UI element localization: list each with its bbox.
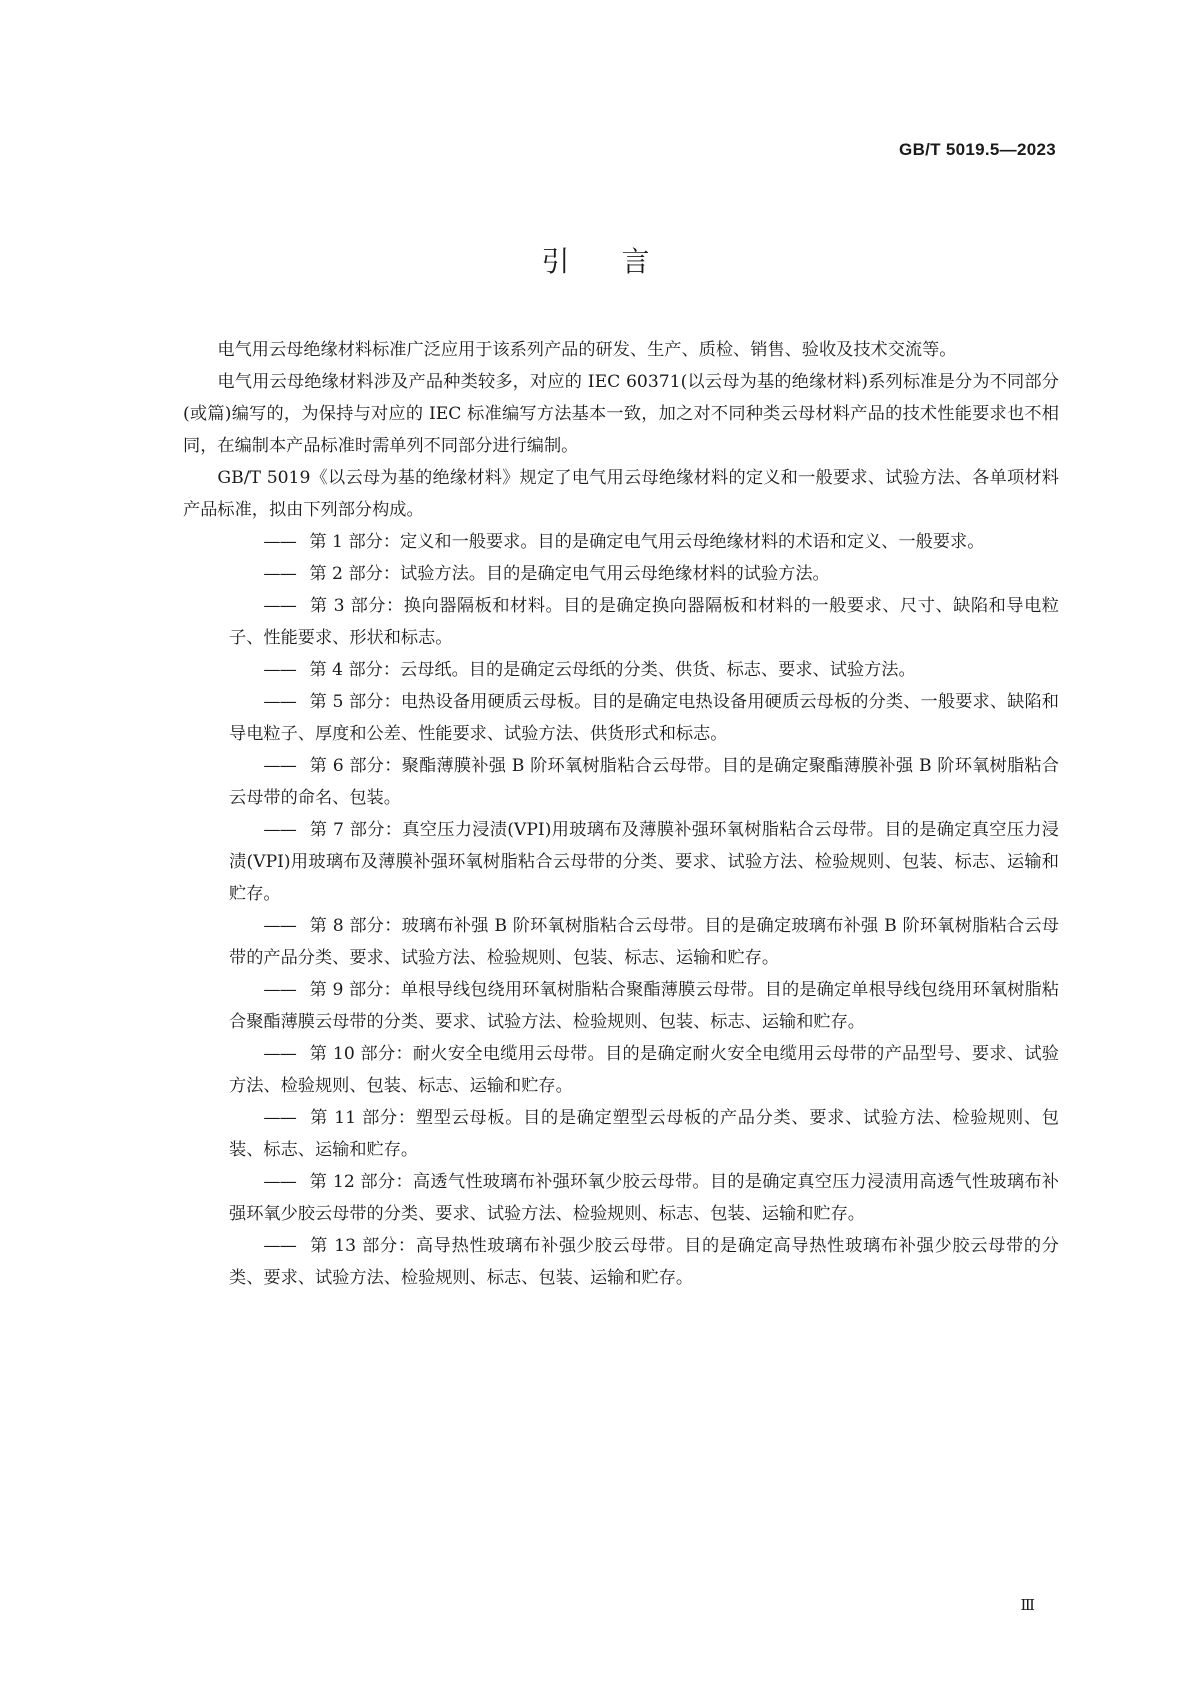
list-dash: —— <box>263 692 296 712</box>
list-item <box>183 654 1059 686</box>
list-item <box>183 1038 1059 1102</box>
list-item-text: 第 12 部分：高透气性玻璃布补强环氧少胶云母带。目的是确定真空压力浸渍用高透气性玻璃布补强环氧少胶云母带的分类、要求、试验方法、检验规则、标志、包装、运输和贮存。 <box>229 1172 1059 1224</box>
list-item-text: 第 1 部分：定义和一般要求。目的是确定电气用云母绝缘材料的术语和定义、一般要求。 <box>309 532 985 552</box>
list-item-text: 第 4 部分：云母纸。目的是确定云母纸的分类、供货、标志、要求、试验方法。 <box>309 660 916 680</box>
list-item <box>183 1102 1059 1166</box>
list-item <box>183 558 1059 590</box>
list-item-text: 第 9 部分：单根导线包绕用环氧树脂粘合聚酯薄膜云母带。目的是确定单根导线包绕用环氧树脂粘合聚酯薄膜云母带的分类、要求、试验方法、检验规则、包装、标志、运输和贮存。 <box>229 980 1059 1032</box>
list-item <box>183 526 1059 558</box>
list-item <box>183 750 1059 814</box>
list-item <box>183 974 1059 1038</box>
list-item-text: 第 6 部分：聚酯薄膜补强 B 阶环氧树脂粘合云母带。目的是确定聚酯薄膜补强 B 阶环氧树脂粘合云母带的命名、包装。 <box>229 756 1059 808</box>
document-body <box>183 334 1059 1294</box>
list-dash: —— <box>263 596 296 616</box>
page-number: Ⅲ <box>1020 1596 1035 1614</box>
list-dash: —— <box>263 820 296 840</box>
list-dash: —— <box>263 916 296 936</box>
list-dash: —— <box>263 660 296 680</box>
list-item-text: 第 11 部分：塑型云母板。目的是确定塑型云母板的产品分类、要求、试验方法、检验规则、包装、标志、运输和贮存。 <box>229 1108 1059 1160</box>
list-dash: —— <box>263 1044 296 1064</box>
list-item-text: 第 7 部分：真空压力浸渍(VPI)用玻璃布及薄膜补强环氧树脂粘合云母带。目的是确定真空压力浸渍(VPI)用玻璃布及薄膜补强环氧树脂粘合云母带的分类、要求、试验方法、检验规则、包装、标志、运输和贮存。 <box>229 820 1059 904</box>
list-item-text: 第 5 部分：电热设备用硬质云母板。目的是确定电热设备用硬质云母板的分类、一般要求、缺陷和导电粒子、厚度和公差、性能要求、试验方法、供货形式和标志。 <box>229 692 1059 744</box>
list-dash: —— <box>263 756 296 776</box>
list-item <box>183 1230 1059 1294</box>
list-item <box>183 590 1059 654</box>
list-item <box>183 910 1059 974</box>
standard-number: GB/T 5019.5—2023 <box>899 140 1056 159</box>
page-title: 引言 <box>541 245 702 278</box>
paragraph: GB/T 5019《以云母为基的绝缘材料》规定了电气用云母绝缘材料的定义和一般要求、试验方法、各单项材料产品标准，拟由下列部分构成。 <box>183 468 1059 520</box>
list-dash: —— <box>263 1108 296 1128</box>
list-item <box>183 814 1059 910</box>
list-item-text: 第 2 部分：试验方法。目的是确定电气用云母绝缘材料的试验方法。 <box>309 564 830 584</box>
list-item-text: 第 3 部分：换向器隔板和材料。目的是确定换向器隔板和材料的一般要求、尺寸、缺陷和导电粒子、性能要求、形状和标志。 <box>229 596 1059 648</box>
list-item-text: 第 13 部分：高导热性玻璃布补强少胶云母带。目的是确定高导热性玻璃布补强少胶云母带的分类、要求、试验方法、检验规则、标志、包装、运输和贮存。 <box>229 1236 1059 1288</box>
paragraph: 电气用云母绝缘材料标准广泛应用于该系列产品的研发、生产、质检、销售、验收及技术交流等。 <box>217 340 957 360</box>
list-dash: —— <box>263 1172 296 1192</box>
list-dash: —— <box>263 980 296 1000</box>
list-item-text: 第 8 部分：玻璃布补强 B 阶环氧树脂粘合云母带。目的是确定玻璃布补强 B 阶环氧树脂粘合云母带的产品分类、要求、试验方法、检验规则、包装、标志、运输和贮存。 <box>229 916 1059 968</box>
list-dash: —— <box>263 564 296 584</box>
list-item <box>183 1166 1059 1230</box>
paragraph: 电气用云母绝缘材料涉及产品种类较多，对应的 IEC 60371(以云母为基的绝缘材料)系列标准是分为不同部分(或篇)编写的，为保持与对应的 IEC 标准编写方法基本一致，加之对不同种类云母材料产品的技术性能要求也不相同，在编制本产品标准时需单列不同部分进行编制。 <box>183 372 1059 456</box>
list-dash: —— <box>263 1236 296 1256</box>
list-dash: —— <box>263 532 296 552</box>
list-item-text: 第 10 部分：耐火安全电缆用云母带。目的是确定耐火安全电缆用云母带的产品型号、要求、试验方法、检验规则、包装、标志、运输和贮存。 <box>229 1044 1059 1096</box>
list-item <box>183 686 1059 750</box>
